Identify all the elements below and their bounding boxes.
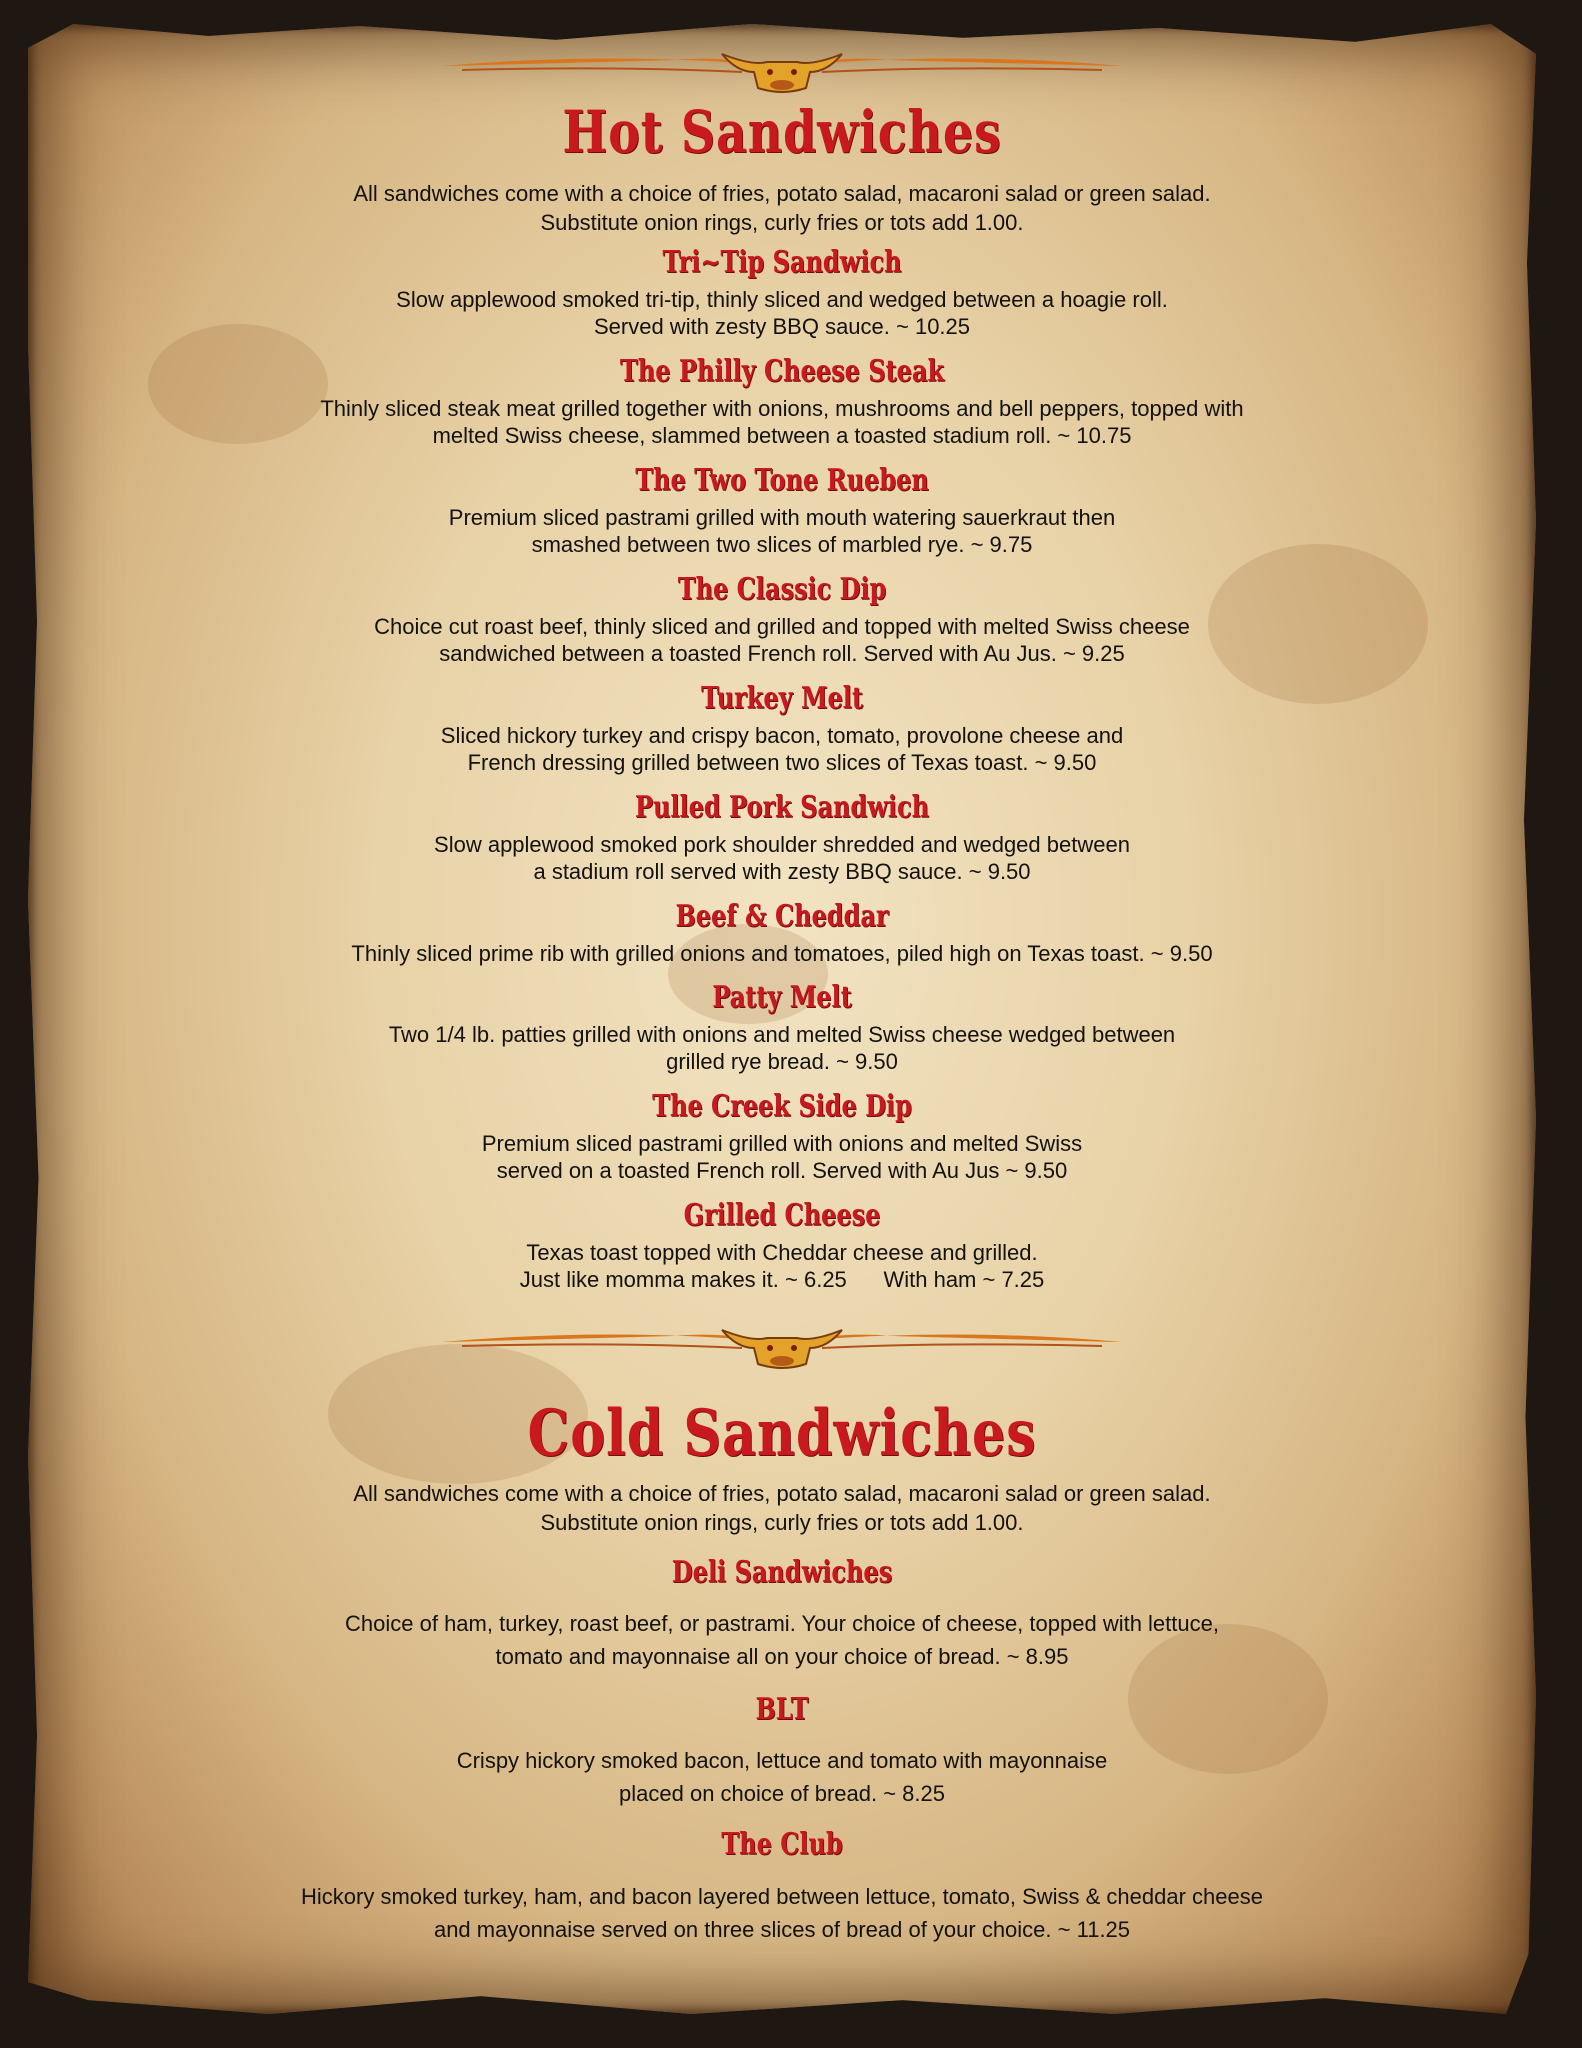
desc-line: grilled rye bread. ~ 9.50	[666, 1049, 898, 1074]
menu-item-description	[28, 1021, 1536, 1075]
bull-head-icon	[422, 36, 1142, 96]
menu-item-description	[28, 1239, 1536, 1293]
menu-item-name: The Philly Cheese Steak	[619, 354, 945, 389]
menu-item-description	[28, 1607, 1536, 1673]
menu-item-name: Pulled Pork Sandwich	[634, 790, 930, 825]
desc-line: Sliced hickory turkey and crispy bacon, tomato, provolone cheese and	[440, 723, 1124, 748]
desc-line: Thinly sliced steak meat grilled together with onions, mushrooms and bell peppers, topped with	[320, 396, 1244, 421]
intro-line: Substitute onion rings, curly fries or tots add 1.00.	[540, 1510, 1024, 1535]
desc-line: a stadium roll served with zesty BBQ sauce. ~ 9.50	[533, 859, 1031, 884]
desc-line: French dressing grilled between two slices of Texas toast. ~ 9.50	[467, 750, 1097, 775]
intro-line: All sandwiches come with a choice of fries, potato salad, macaroni salad or green salad.	[353, 181, 1211, 206]
menu-item-description	[28, 940, 1536, 967]
desc-line: Hickory smoked turkey, ham, and bacon layered between lettuce, tomato, Swiss & cheddar cheese	[301, 1884, 1263, 1909]
menu-item-description	[28, 286, 1536, 340]
desc-line: Thinly sliced prime rib with grilled onions and tomatoes, piled high on Texas toast. ~ 9.50	[351, 941, 1213, 966]
desc-line: Texas toast topped with Cheddar cheese and grilled.	[526, 1240, 1038, 1265]
cold-sandwiches-title: Cold Sandwiches	[527, 1396, 1037, 1471]
desc-line: smashed between two slices of marbled rye. ~ 9.75	[531, 532, 1033, 557]
menu-item-name: Patty Melt	[712, 980, 852, 1015]
menu-item-description	[28, 1880, 1536, 1946]
hot-sandwiches-intro	[28, 179, 1536, 237]
hot-sandwiches-title: Hot Sandwiches	[562, 98, 1002, 166]
menu-item-name: Turkey Melt	[701, 681, 863, 716]
desc-line: Served with zesty BBQ sauce. ~ 10.25	[593, 314, 971, 339]
menu-item-description	[28, 1130, 1536, 1184]
menu-item-description	[28, 613, 1536, 667]
bull-head-icon	[422, 1312, 1142, 1372]
intro-line: All sandwiches come with a choice of fries, potato salad, macaroni salad or green salad.	[353, 1481, 1211, 1506]
desc-line: Premium sliced pastrami grilled with mouth watering sauerkraut then	[448, 505, 1116, 530]
menu-item-description	[28, 504, 1536, 558]
desc-line: Premium sliced pastrami grilled with onions and melted Swiss	[481, 1131, 1083, 1156]
menu-item-description	[28, 722, 1536, 776]
desc-line: Two 1/4 lb. patties grilled with onions and melted Swiss cheese wedged between	[388, 1022, 1176, 1047]
menu-item-name: The Two Tone Rueben	[635, 463, 929, 498]
menu-item-name: Beef & Cheddar	[675, 899, 889, 934]
desc-line: sandwiched between a toasted French roll. Served with Au Jus. ~ 9.25	[439, 641, 1125, 666]
menu-item-description	[28, 831, 1536, 885]
desc-line: placed on choice of bread. ~ 8.25	[619, 1781, 945, 1806]
menu-item-name: Tri~Tip Sandwich	[662, 245, 902, 280]
desc-line: melted Swiss cheese, slammed between a toasted stadium roll. ~ 10.75	[432, 423, 1132, 448]
menu-item-name: Deli Sandwiches	[671, 1555, 893, 1590]
menu-item-description	[28, 1744, 1536, 1810]
menu-page	[28, 24, 1536, 2014]
desc-line: Choice cut roast beef, thinly sliced and grilled and topped with melted Swiss cheese	[374, 614, 1190, 639]
desc-line: Slow applewood smoked pork shoulder shredded and wedged between	[434, 832, 1130, 857]
desc-line: tomato and mayonnaise all on your choice of bread. ~ 8.95	[495, 1644, 1069, 1669]
menu-item-description	[28, 395, 1536, 449]
intro-line: Substitute onion rings, curly fries or tots add 1.00.	[540, 210, 1024, 235]
desc-line: Choice of ham, turkey, roast beef, or pastrami. Your choice of cheese, topped with lettuce,	[345, 1611, 1219, 1636]
bull-ornament-divider	[422, 1312, 1142, 1372]
desc-line: Slow applewood smoked tri-tip, thinly sliced and wedged between a hoagie roll.	[396, 287, 1168, 312]
desc-line: Crispy hickory smoked bacon, lettuce and tomato with mayonnaise	[456, 1748, 1108, 1773]
bull-ornament-top	[422, 36, 1142, 96]
desc-line: Just like momma makes it. ~ 6.25 With ham ~ 7.25	[519, 1267, 1045, 1292]
menu-item-name: The Club	[721, 1827, 843, 1862]
menu-item-name: The Creek Side Dip	[652, 1089, 912, 1124]
menu-item-name: Grilled Cheese	[683, 1198, 881, 1233]
menu-item-name: BLT	[755, 1692, 809, 1727]
desc-line: and mayonnaise served on three slices of bread of your choice. ~ 11.25	[433, 1917, 1131, 1942]
desc-line: served on a toasted French roll. Served with Au Jus ~ 9.50	[496, 1158, 1068, 1183]
menu-item-name: The Classic Dip	[677, 572, 887, 607]
cold-sandwiches-intro	[28, 1479, 1536, 1537]
